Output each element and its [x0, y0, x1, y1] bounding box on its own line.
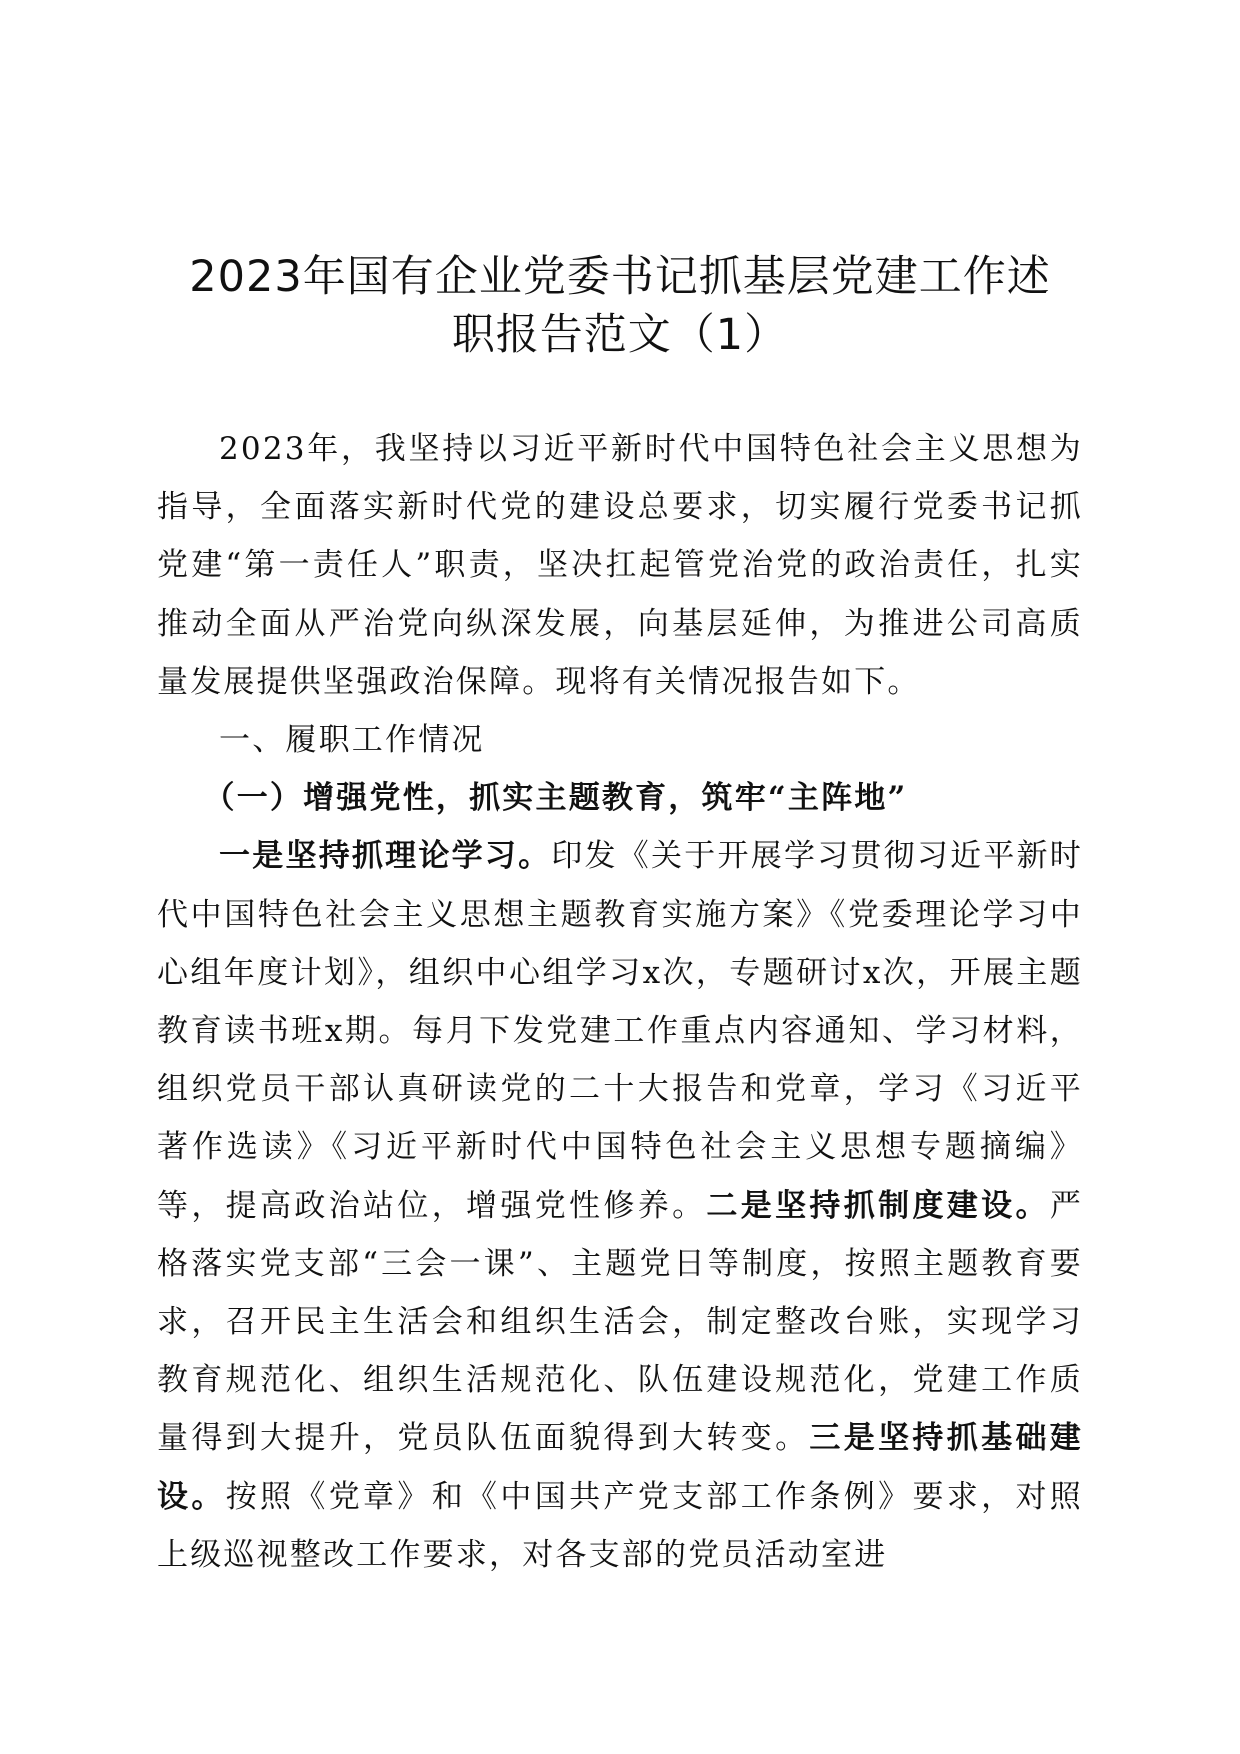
document-title — [150, 248, 1090, 364]
point-1-lead: 一是坚持抓理论学习。 — [219, 838, 552, 875]
point-2-lead: 二是坚持抓制度建设。 — [706, 1187, 1050, 1224]
work-detail-paragraph — [157, 827, 1083, 1584]
section-heading: 一、履职工作情况 — [219, 722, 485, 759]
title-line-1: 2023年国有企业党委书记抓基层党建工作述 — [189, 252, 1051, 302]
point-2-text: 严格落实党支部“三会一课”、主题党日等制度，按照主题教育要求，召开民主生活会和组织生活会，制定整改台账，实现学习教育规范化、组织生活规范化、队伍建设规范化，党建工作质量得到大提升，党员队伍面貌得到大转变。 — [157, 1187, 1084, 1457]
subsection-heading: （一）增强党性，抓实主题教育，筑牢“主阵地” — [203, 780, 908, 817]
document-body — [157, 420, 1083, 1584]
point-3-lead: 三是坚持抓基础建设。 — [157, 1420, 1083, 1515]
intro-paragraph: 2023年，我坚持以习近平新时代中国特色社会主义思想为指导，全面落实新时代党的建设总要求，切实履行党委书记抓党建“第一责任人”职责，坚决扛起管党治党的政治责任，扎实推动全面从严治党向纵深发展，向基层延伸，为推进公司高质量发展提供坚强政治保障。现将有关情况报告如下。 — [157, 431, 1083, 700]
point-1-text: 印发《关于开展学习贯彻习近平新时代中国特色社会主义思想主题教育实施方案》《党委理论学习中心组年度计划》，组织中心组学习x次，专题研讨x次，开展主题教育读书班x期。每月下发党建工作重点内容通知、学习材料，组织党员干部认真研读党的二十大报告和党章，学习《习近平著作选读》《习近平新时代中国特色社会主义思想专题摘编》等，提高政治站位，增强党性修养。 — [157, 838, 1084, 1224]
title-line-2: 职报告范文（1） — [451, 310, 789, 360]
point-3-text: 按照《党章》和《中国共产党支部工作条例》要求，对照上级巡视整改工作要求，对各支部的党员活动室进 — [157, 1478, 1084, 1573]
